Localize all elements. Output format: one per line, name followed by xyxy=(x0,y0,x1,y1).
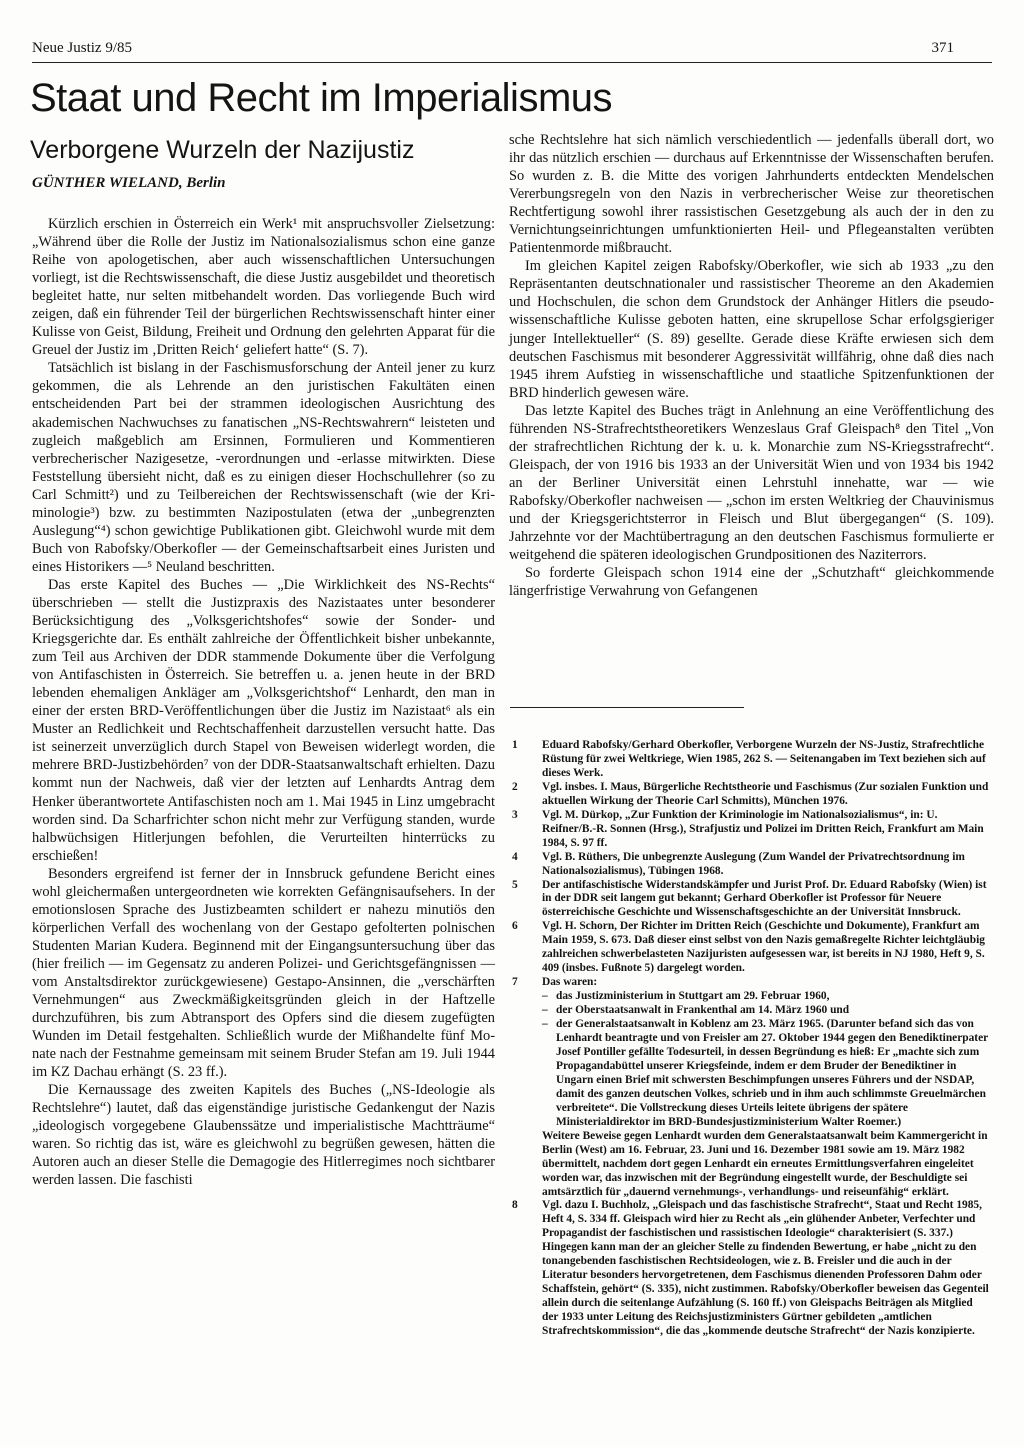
footnote-text: Der antifaschistische Widerstandskämpfer und Jurist Prof. Dr. Eduard Rabofsky (Wien) ist in der DDR seit langem gut bekannt; Gerhard Oberkofler ist Professor für Neuere österreichische Geschichte und Wissenschaftsgeschichte an der Universität Innsbruck. xyxy=(542,878,987,919)
footnote xyxy=(512,976,990,1199)
paragraph: Die Kernaussage des zweiten Kapitels des Buches („NS-Ideologie als Rechtslehre“) lautet, daß das eigenständige juristische Gedankengut der Nazis „ideologisch vorgegebene Glaubenssätze und imperialistische Machtträume“ waren. So richtig das ist, wäre es gleichwohl zu begrüßen gewesen, hätten die Autoren auch an dieser Stelle die Demagogie des Hitlerregimes noch sichtbarer werden lassen. Die faschisti xyxy=(32,1082,495,1189)
running-header xyxy=(32,40,992,63)
footnote-text: Eduard Rabofsky/Gerhard Oberkofler, Verborgene Wurzeln der NS-Justiz, Strafrechtliche Rüstung für zwei Weltkriege, Wien 1985, 262 S. — Seitenangaben im Text beziehen sich auf dieses Werk. xyxy=(542,739,986,779)
footnote-number: 6 xyxy=(512,920,518,933)
footnote-text: Vgl. B. Rüthers, Die unbegrenzte Auslegung (Zum Wandel der Privatrechtsordnung im Nationalsozialismus), Tübingen 1968. xyxy=(542,850,965,877)
footnote-number: 1 xyxy=(512,739,518,751)
footnote-number: 8 xyxy=(512,1199,518,1212)
paragraph: Im gleichen Kapitel zeigen Rabofsky/Oberkofler, wie sich ab 1933 „zu den Repräsentanten deutschnationaler und rassistischer Theoreme an den Akademien und Hochschulen, die schon dem Grundstock der Anhänger Hitlers die pseudowissenschaftliche Kulisse geboten hatten, eine skrupellose Schar erfolgsgieriger junger Intellektueller“ (S. 89) gesellte. Gerade diese Kräfte erwiesen sich dem deutschen Faschismus mit besonderer Aggressivität willfährig, ohne daß dies nach 1945 ihrem Aufstieg in wissenschaftliche und staatliche Spitzenfunktionen der BRD hinderlich gewesen wäre. xyxy=(509,258,994,401)
footnote-line: Das waren: xyxy=(542,976,598,989)
footnote-list-item xyxy=(542,1018,990,1130)
footnote xyxy=(512,781,990,809)
footnote-text: Vgl. H. Schorn, Der Richter im Dritten Reich (Geschichte und Dokumente), Frankfurt am Main 1959, S. 673. Daß dieser einst selbst von den Nazis gemaßregelte Richter leichtgläubig zahlreichen schwerbelasteten Nazijuristen aufgesessen war, ist bereits in NJ 1980, Heft 9, S. 409 (insbes. Fußnote 5) dargelegt worden. xyxy=(542,920,985,975)
paragraph: Tatsächlich ist bislang in der Faschismusforschung der Anteil jener zu kurz gekommen, die als Lehrende an den juristischen Fakultäten einen entscheidenden Part bei der strammen ideologischen Ausrichtung des akademischen Nachwuchses zu fanatischen „NS-Rechtswahrern“ leisteten und zugleich maßgeblich am Ersinnen, Formulieren und Kommentieren verbrecherischer Nazigesetze, -verordnungen und -erlasse mitwirkten. Diese Feststellung übersieht nicht, daß es zu einigen dieser Hochschullehrer (so zu Carl Schmitt²) und zu Teilbereichen der Rechtswissenschaft (wie der Kriminologie³) bzw. zu bestimmten Nazipostulaten (etwa der „unbegrenzten Auslegung“⁴) schon gewichtige Publikationen gibt. Gleichwohl wurde mit dem Buch von Rabofsky/Oberkofler — der Gemeinschaftsarbeit eines Juristen und eines Historikers —⁵ Neuland beschritten. xyxy=(32,360,495,575)
dash-bullet: – xyxy=(542,990,548,1003)
article-author: GÜNTHER WIELAND, Berlin xyxy=(32,175,226,191)
footnote-list-text: der Generalstaatsanwalt in Koblenz am 23. März 1965. (Darunter befand sich das von Lenhardt beantragte und von Freisler am 27. Oktober 1944 gegen den Benediktinerpater Josef Pontiller gefällte Todesurteil, in dessen Begründung es hieß: Er „machte sich zum Propagandabüttel unserer Kriegsfeinde, indem er dem Bruder der Benediktiner in Ungarn einen Brief mit schwersten Beschimpfungen unseres Führers und der NSDAP, damit des ganzen deutschen Volkes, schrieb und in ihm auch schlimmste Greuelmärchen verbreitete“. Die Vollstreckung dieses Urteils leitete übrigens der spätere Ministerialdirektor im BRD-Bundesjustizministerium Walter Roemer.) xyxy=(556,1018,988,1128)
footnote-text: Vgl. M. Dürkop, „Zur Funktion der Kriminologie im Nationalsozialismus“, in: U. Reifner/B.-R. Sonnen (Hrsg.), Strafjustiz und Polizei im Dritten Reich, Frankfurt am Main 1984, S. 97 ff. xyxy=(542,808,984,849)
footnotes xyxy=(512,739,990,1339)
footnote-text xyxy=(542,976,990,1199)
journal-issue: Neue Justiz 9/85 xyxy=(32,40,132,56)
article-title: Verborgene Wurzeln der Nazijustiz xyxy=(30,136,415,164)
footnote-list-text: das Justizministerium in Stuttgart am 29. Februar 1960, xyxy=(556,990,830,1003)
paragraph: Das erste Kapitel des Buches — „Die Wirklichkeit des NS-Rechts“ überschrieben — stellt die Justizpraxis des Nazistaates unter besonderer Berücksichtigung des „Volksgerichtshofes“ sowie der Sonder- und Kriegsgerichte dar. Es enthält zahlreiche der Öffentlichkeit bisher unbekannte, zum Teil aus Archiven der DDR stammende Dokumente über die Verfolgung von Antifaschisten in Österreich. Sie betreffen u. a. jenen heute in der BRD lebenden ehemaligen Ankläger am „Volksgerichtshof“ Lenhardt, den man in einer der ersten BRD-Veröffentlichungen über die Justiz im Nazistaat⁶ als ein Muster an Redlichkeit und Rechtschaffenheit darzustellen versucht hatte. Das ist seinerzeit unverzüglich durch Stapel von Beweisen widerlegt worden, die mehrere BRD-Justizbehörden⁷ von der DDR-Staatsanwaltschaft erhielten. Dazu kommt nun der Nachweis, daß vier der letzten auf Lenhardts Antrag dem Henker überantwortete Antifaschisten noch am 1. Mai 1945 in Linz umgebracht worden sind. Da Scharfrichter schon nicht mehr zur Verfügung standen, wurde halbwüchsigen Hitlerjungen befohlen, die Verurteilten hinterrücks zu erschießen! xyxy=(32,576,495,864)
paragraph: So forderte Gleispach schon 1914 eine der „Schutzhaft“ gleichkommende längerfristige Verwahrung von Gefangenen xyxy=(509,565,994,600)
footnote-text: Vgl. insbes. I. Maus, Bürgerliche Rechtstheorie und Faschismus (Zur sozialen Funktion und aktuellen Wirkung der Theorie Carl Schmitts), München 1976. xyxy=(542,780,989,807)
dash-bullet: – xyxy=(542,1004,548,1017)
footnote xyxy=(512,809,990,851)
footnote-number: 7 xyxy=(512,976,518,989)
page-number: 371 xyxy=(931,40,954,56)
footnote xyxy=(512,920,990,976)
paragraph: Das letzte Kapitel des Buches trägt in Anlehnung an eine Veröffentlichung des führenden NS-Strafrechtstheoretikers Wenzeslaus Graf Gleispach⁸ den Titel „Von der strafrechtlichen Richtung der k. u. k. Monarchie zum NS-Kriegsstrafrecht“. Gleispach, der von 1916 bis 1933 an der Universität Wien und von 1934 bis 1942 an der Berliner Universität einen Lehrstuhl innehatte, war — wie Rabofsky/Oberkofler nachweisen — „schon im ersten Weltkrieg der Chauvinismus und der Kriegsgerichtsterror in Fleisch und Blut übergegangen“ (S. 109). Jahrzehnte vor der Machtübertragung an den deutschen Faschismus formulierte er weitgehend die späteren ideologischen Grundpositionen des Naziterrors. xyxy=(509,402,994,564)
right-column xyxy=(509,131,994,600)
footnote-divider xyxy=(510,707,744,708)
dash-bullet: – xyxy=(542,1018,548,1031)
footnote-text: Vgl. dazu I. Buchholz, „Gleispach und das faschistische Strafrecht“, Staat und Recht 1985, Heft 4, S. 334 ff. Gleispach wird hier zu Recht als „ein glühender Anbeter, Verfechter und Propagandist der faschistischen und rassistischen Ideologie“ charakterisiert (S. 337.) Hingegen kann man der an gleicher Stelle zu findenden Bewertung, er habe „nicht zu den tonangebenden faschistischen Rechtsideologen, wie z. B. Freisler und die auch in der Literatur besonders hervorgetretenen, dem Faschismus dienenden Professoren Dahm oder Schaffstein, gehört“ (S. 335), nicht zustimmen. Rabofsky/Oberkofler beweisen das Gegenteil allein durch die seitenlange Aufzählung (S. 160 ff.) von Gleispachs Beiträgen als Mitglied der 1933 unter Leitung des Reichsjustizministers Gürtner gebildeten „amtlichen Strafrechtskommission“, die das „kommende deutsche Strafrecht“ der Nazis konzipierte. xyxy=(542,1199,989,1338)
paragraph: Besonders ergreifend ist ferner der in Innsbruck gefundene Bericht eines wohl gleichermaßen untergeordneten wie korrekten Gefängnisaufsehers. In der emotionslosen Sprache des Justizbeamten schildert er nahezu minutiös den körperlichen Verfall des wochenlang von der Gestapo gefolterten polnischen Studenten Marian Kudera. Beginnend mit der Eingangsuntersuchung über das (hier freilich — im Gegensatz zu anderen Polizei- und Gerichtsgefängnissen — vom Anstaltsdirektor zurückgewiesene) Gestapo-Ansinnen, die „verschärften Vernehmungen“ aus Zweckmäßigkeitsgründen gleich in der Haftzelle durchzuführen, bis zum Abtransport des Opfers sind die diesem zugefügten Wunden im Detail festgehalten. Schließlich wurde der Mißhandelte fünf Monate nach der Festnahme gemeinsam mit seinem Bruder Stefan am 19. Juli 1944 im KZ Dachau erhängt (S. 23 ff.). xyxy=(32,865,495,1081)
footnote-number: 5 xyxy=(512,878,518,891)
footnote-list-item xyxy=(542,1004,990,1018)
paragraph: sche Rechtslehre hat sich nämlich verschiedentlich — jedenfalls überall dort, wo ihr das nützlich erschien — durchaus auf Erkenntnisse der Wissenschaften berufen. So wurden z. B. die Mitte des vorigen Jahrhunderts entdeckten Mendelschen Vererbungsregeln von den Nazis in verbrecherischer Weise zur theoretischen Rechtfertigung sowohl ihrer rassistischen Gesetzgebung als auch der in den zu Vernichtungseinrichtungen umfunktionierten Heil- und Pflegeanstalten verübten Patientenmorde mißbraucht. xyxy=(509,132,994,257)
footnote-line: Weitere Beweise gegen Lenhardt wurden dem Generalstaatsanwalt beim Kammergericht in Berlin (West) am 16. Februar, 23. Juni und 16. Dezember 1981 sowie am 19. März 1982 übermittelt, nachdem dort gegen Lenhardt ein erneutes Ermittlungsverfahren eingeleitet worden war, das inzwischen mit der Begründung eingestellt wurde, der Beschuldigte sei amtsärztlich für „dauernd vernehmungs-, verhandlungs- und reiseunfähig“ erklärt. xyxy=(542,1129,988,1198)
section-title: Staat und Recht im Imperialismus xyxy=(30,76,613,120)
footnote xyxy=(512,851,990,879)
footnote xyxy=(512,879,990,921)
footnote-list-text: der Oberstaatsanwalt in Frankenthal am 14. März 1960 und xyxy=(556,1004,850,1017)
footnote-list-item xyxy=(542,990,990,1004)
paragraph: Kürzlich erschien in Österreich ein Werk¹ mit anspruchsvoller Zielsetzung: „Während über die Rolle der Justiz im Nationalsozialismus schon eine ganze Reihe von apologetischen, aber auch wissenschaftlichen Untersuchungen vorliegt, ist die Rechtswissenschaft, die diese Justiz ausgebildet und theoretisch begleitet hatte, nur selten mitbehandelt worden. Das vorliegende Buch wird zeigen, daß ein führender Teil der bürgerlichen Rechtswissenschaft hinter einer Kulisse von Geist, Bildung, Freiheit und Ordnung den gelehrten Apparat für die Greuel der Justiz im ‚Dritten Reich‘ geliefert hatte“ (S. 7). xyxy=(32,216,495,359)
footnote-number: 3 xyxy=(512,808,518,821)
footnote xyxy=(512,1199,990,1339)
footnote xyxy=(512,739,990,781)
footnote-number: 4 xyxy=(512,850,518,863)
footnote-number: 2 xyxy=(512,780,518,793)
left-column xyxy=(32,215,495,1190)
